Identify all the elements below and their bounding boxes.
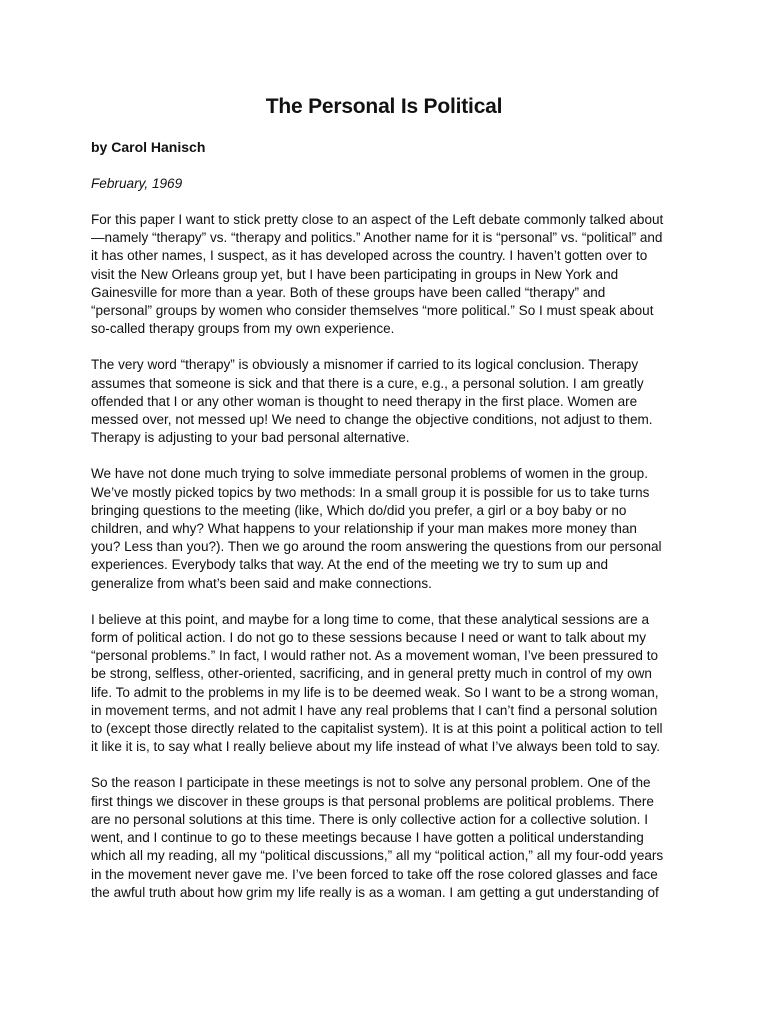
document-date: February, 1969 (91, 176, 183, 191)
text-line: in the movement never gave me. I’ve been forced to take off the rose colored glasses and face (91, 866, 658, 882)
text-line: it has other names, I suspect, as it has developed across the country. I haven’t gotten over to (91, 248, 648, 264)
text-line: be strong, selfless, other-oriented, sacrificing, and in general pretty much in control of my own (91, 666, 652, 682)
text-line: first things we discover in these groups is that personal problems are political problems. There (91, 793, 654, 809)
text-line: messed over, not messed up! We need to change the objective conditions, not adjust to them. (91, 412, 653, 428)
document-author: by Carol Hanisch (91, 139, 206, 155)
paragraph-2 (91, 356, 677, 447)
paragraph-5 (91, 774, 677, 901)
text-line: children, and why? What happens to your relationship if your man makes more money than (91, 521, 637, 537)
paragraph-4 (91, 611, 677, 757)
text-line: Therapy is adjusting to your bad personal alternative. (91, 430, 410, 446)
text-line: “personal problems.” In fact, I would rather not. As a movement woman, I’ve been pressured to (91, 648, 658, 664)
text-line: in movement terms, and not admit I have any real problems that I can’t find a personal solution (91, 702, 658, 718)
paragraph-1 (91, 211, 677, 338)
text-line: We’ve mostly picked topics by two methods: In a small group it is possible for us to take turns (91, 484, 650, 500)
text-line: you? Less than you?). Then we go around the room answering the questions from our personal (91, 539, 662, 555)
document-body (91, 211, 677, 902)
text-line: —namely “therapy” vs. “therapy and politics.” Another name for it is “personal” vs. “political” and (91, 230, 663, 246)
text-line: to (except those directly related to the capitalist system). It is at this point a political action to tell (91, 721, 663, 737)
text-line: went, and I continue to go to these meetings because I have gotten a political understanding (91, 830, 644, 846)
text-line: So the reason I participate in these meetings is not to solve any personal problem. One of the (91, 775, 651, 791)
text-line: life. To admit to the problems in my life is to be deemed weak. So I want to be a strong woman, (91, 684, 659, 700)
text-line: experiences. Everybody talks that way. At the end of the meeting we try to sum up and (91, 557, 609, 573)
text-line: which all my reading, all my “political discussions,” all my “political action,” all my four-odd years (91, 848, 664, 864)
text-line: Gainesville for more than a year. Both of these groups have been called “therapy” and (91, 284, 606, 300)
text-line: assumes that someone is sick and that there is a cure, e.g., a personal solution. I am greatly (91, 375, 644, 391)
text-line: generalize from what’s been said and make connections. (91, 575, 432, 591)
text-line: visit the New Orleans group yet, but I have been participating in groups in New York and (91, 266, 619, 282)
text-line: I believe at this point, and maybe for a long time to come, that these analytical sessions are a (91, 611, 649, 627)
text-line: offended that I or any other woman is thought to need therapy in the first place. Women are (91, 393, 638, 409)
text-line: bringing questions to the meeting (like, Which do/did you prefer, a girl or a boy baby or no (91, 502, 627, 518)
paragraph-3 (91, 465, 677, 592)
text-line: it like it is, to say what I really believe about my life instead of what I’ve always been told to say. (91, 739, 660, 755)
text-line: so-called therapy groups from my own experience. (91, 321, 395, 337)
text-line: For this paper I want to stick pretty close to an aspect of the Left debate commonly talked about (91, 212, 664, 227)
text-line: form of political action. I do not go to these sessions because I need or want to talk about my (91, 630, 646, 646)
text-line: “personal” groups by women who consider themselves “more political.” So I must speak about (91, 303, 654, 319)
text-line: The very word “therapy” is obviously a misnomer if carried to its logical conclusion. Therapy (91, 357, 639, 373)
document-title: The Personal Is Political (265, 95, 503, 118)
text-line: We have not done much trying to solve immediate personal problems of women in the group. (91, 466, 648, 482)
text-line: are no personal solutions at this time. There is only collective action for a collective solution. I (91, 811, 648, 827)
document-page (91, 92, 677, 902)
text-line: the awful truth about how grim my life really is as a woman. I am getting a gut understanding of (91, 884, 659, 900)
